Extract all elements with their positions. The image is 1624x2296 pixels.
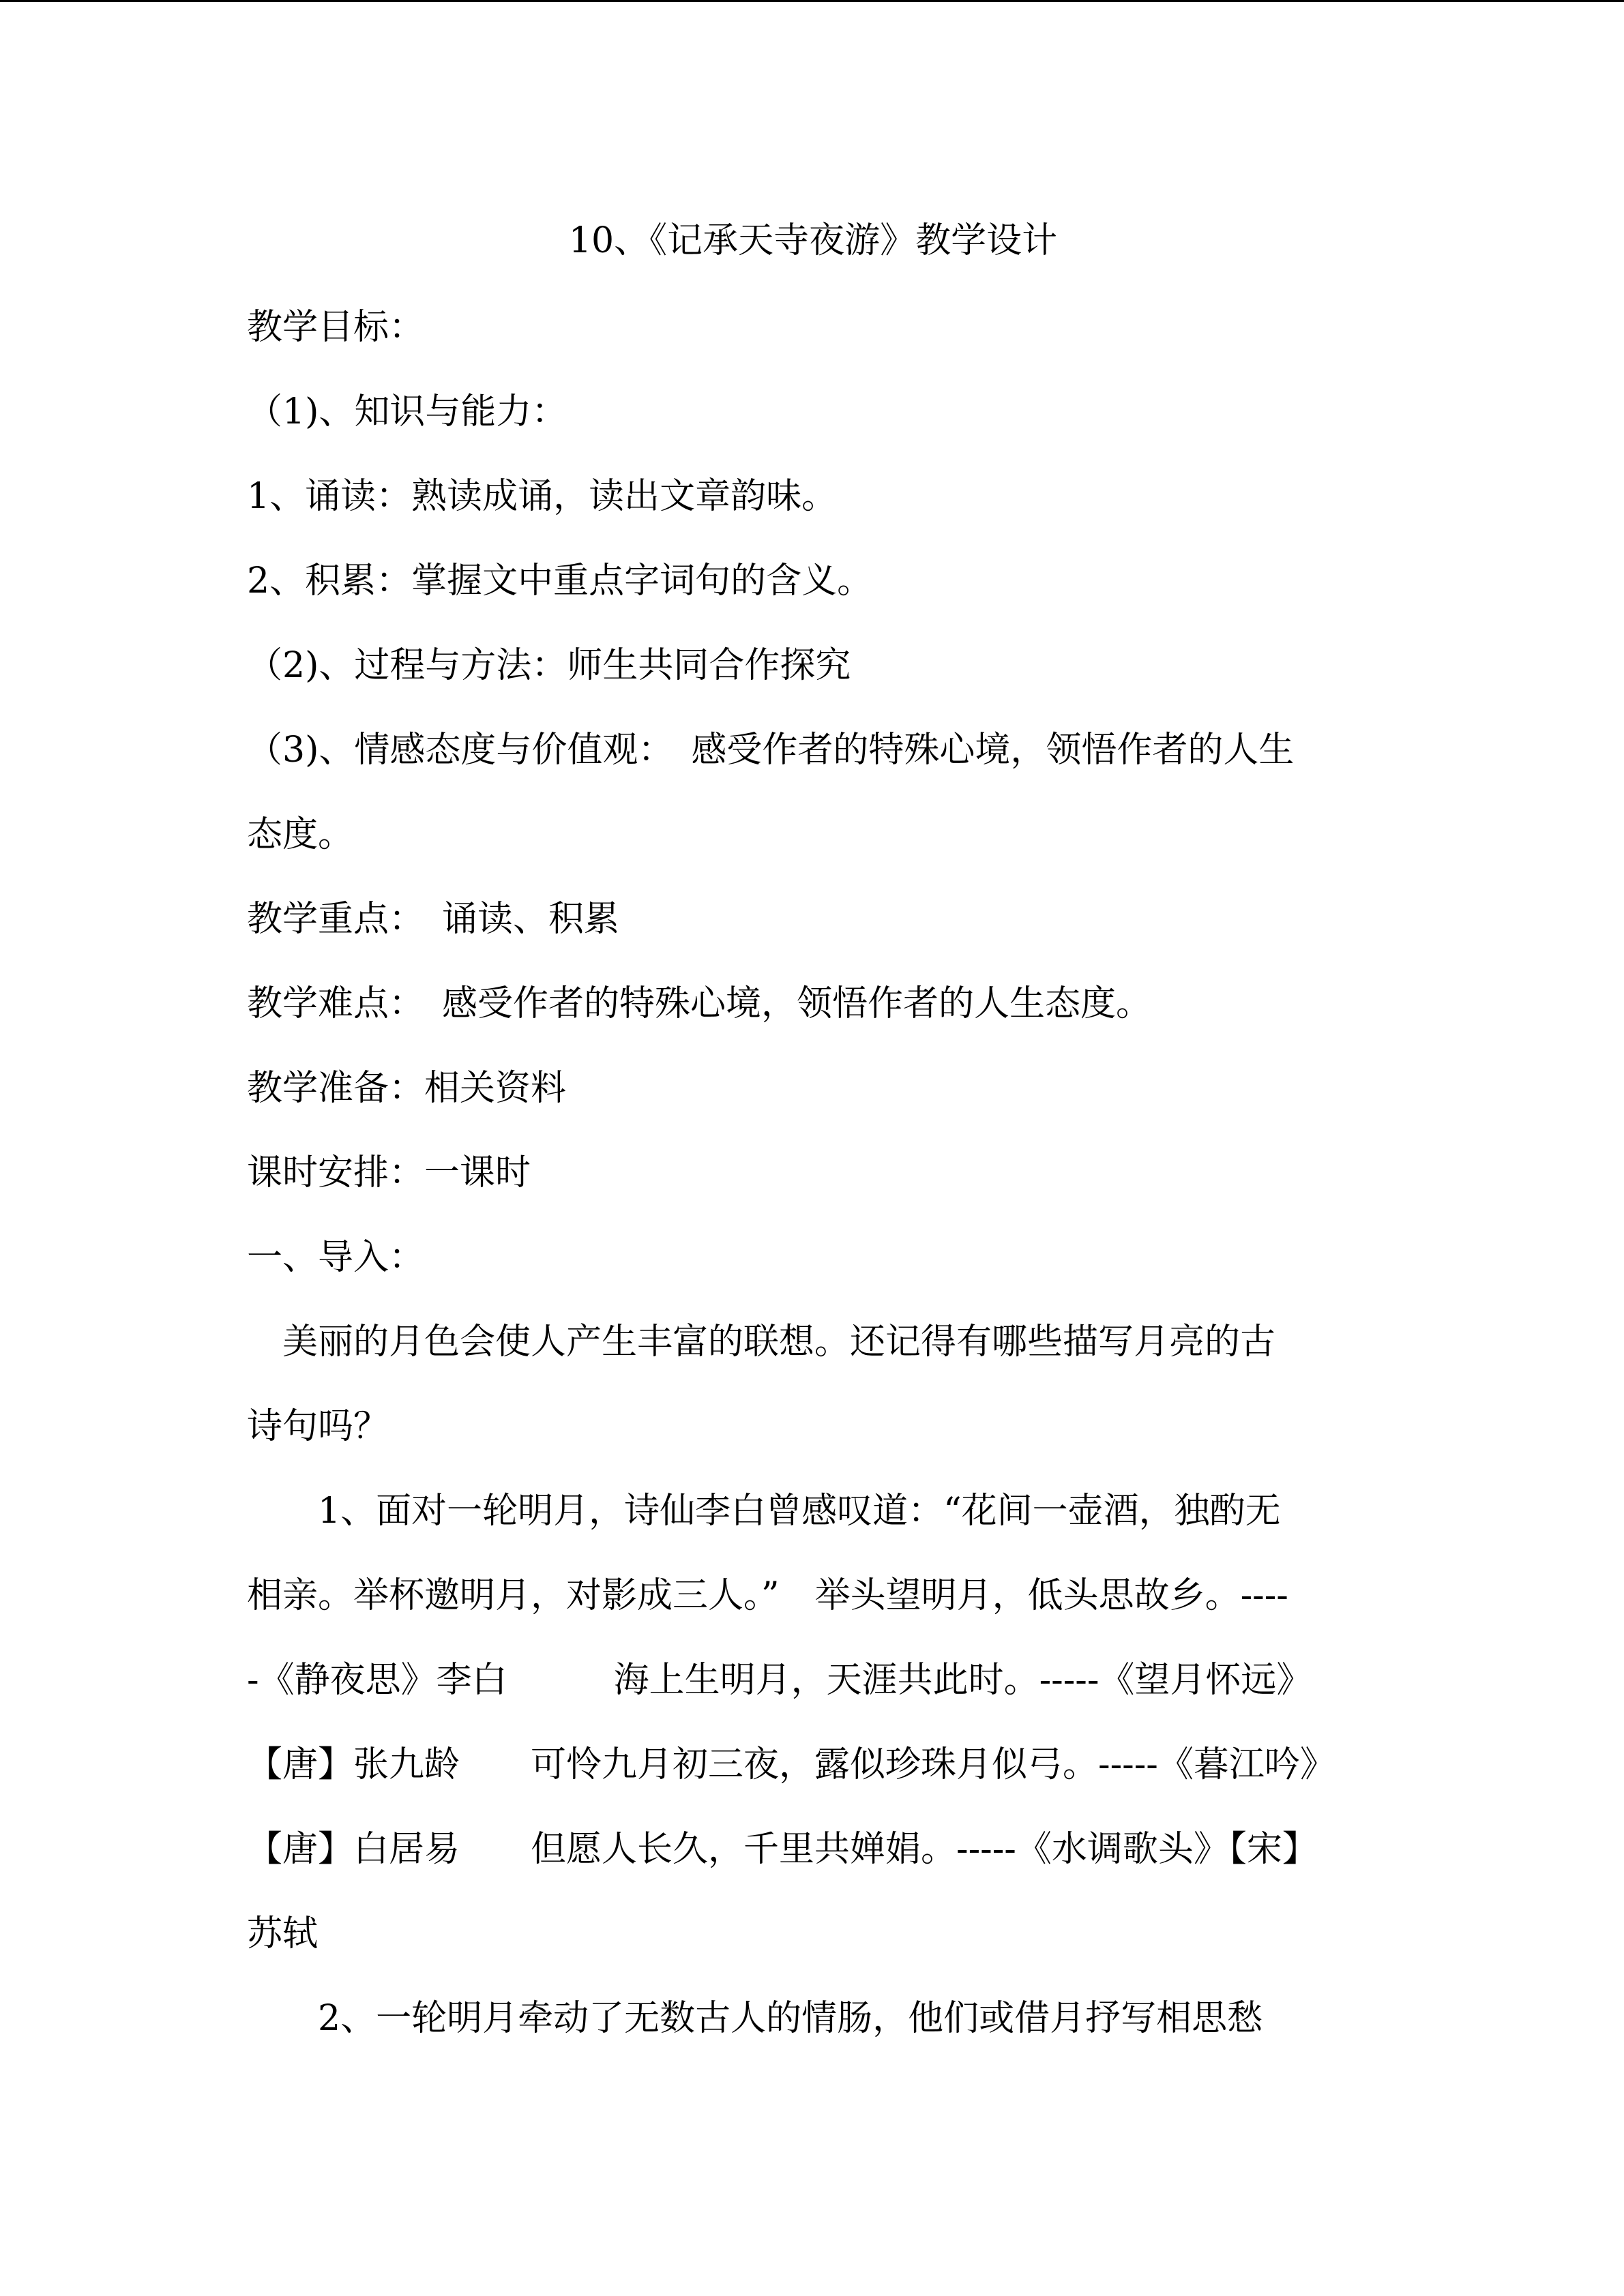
goal-emotion-values: （3)、情感态度与价值观： 感受作者的特殊心境，领悟作者的人生 xyxy=(247,730,1295,771)
poem-paragraph-1: 1、面对一轮明月，诗仙李白曾感叹道：“花间一壶酒，独酌无 xyxy=(247,1491,1281,1532)
goal-process-method: （2)、过程与方法：师生共同合作探究 xyxy=(247,645,851,686)
intro-paragraph: 美丽的月色会使人产生丰富的联想。还记得有哪些描写月亮的古 xyxy=(247,1322,1276,1362)
teaching-key-points: 教学重点： 诵读、积累 xyxy=(247,899,620,940)
document-title: 10、《记承天寺夜游》教学设计 xyxy=(568,220,1058,261)
poem-paragraph-3: -《静夜思》李白 海上生明月，天涯共此时。-----《望月怀远》 xyxy=(247,1660,1312,1701)
poem-paragraph-4: 【唐】张九龄 可怜九月初三夜，露似珍珠月似弓。-----《暮江吟》 xyxy=(247,1744,1335,1785)
poem-paragraph-6: 苏轼 xyxy=(247,1913,319,1954)
goal-emotion-values-cont: 态度。 xyxy=(247,814,354,855)
page-top-border xyxy=(0,0,1624,2)
intro-paragraph-cont: 诗句吗？ xyxy=(247,1406,389,1447)
teaching-preparation: 教学准备：相关资料 xyxy=(247,1068,567,1109)
poem-paragraph-2: 相亲。举杯邀明月，对影成三人。” 举头望明月，低头思故乡。---- xyxy=(247,1575,1288,1616)
section-introduction: 一、导入： xyxy=(247,1237,425,1278)
goal-knowledge-ability: （1)、知识与能力： xyxy=(247,391,567,432)
poem-paragraph-5: 【唐】白居易 但愿人长久，千里共婵娟。-----《水调歌头》【宋】 xyxy=(247,1829,1318,1870)
moon-paragraph: 2、一轮明月牵动了无数古人的情肠，他们或借月抒写相思愁 xyxy=(247,1998,1263,2039)
goal-accumulation: 2、积累：掌握文中重点字词句的含义。 xyxy=(247,561,873,601)
class-schedule: 课时安排：一课时 xyxy=(247,1152,531,1193)
goal-recitation: 1、诵读：熟读成诵，读出文章韵味。 xyxy=(247,476,838,517)
teaching-difficulties: 教学难点： 感受作者的特殊心境，领悟作者的人生态度。 xyxy=(247,983,1152,1024)
section-teaching-goals: 教学目标： xyxy=(247,307,425,348)
